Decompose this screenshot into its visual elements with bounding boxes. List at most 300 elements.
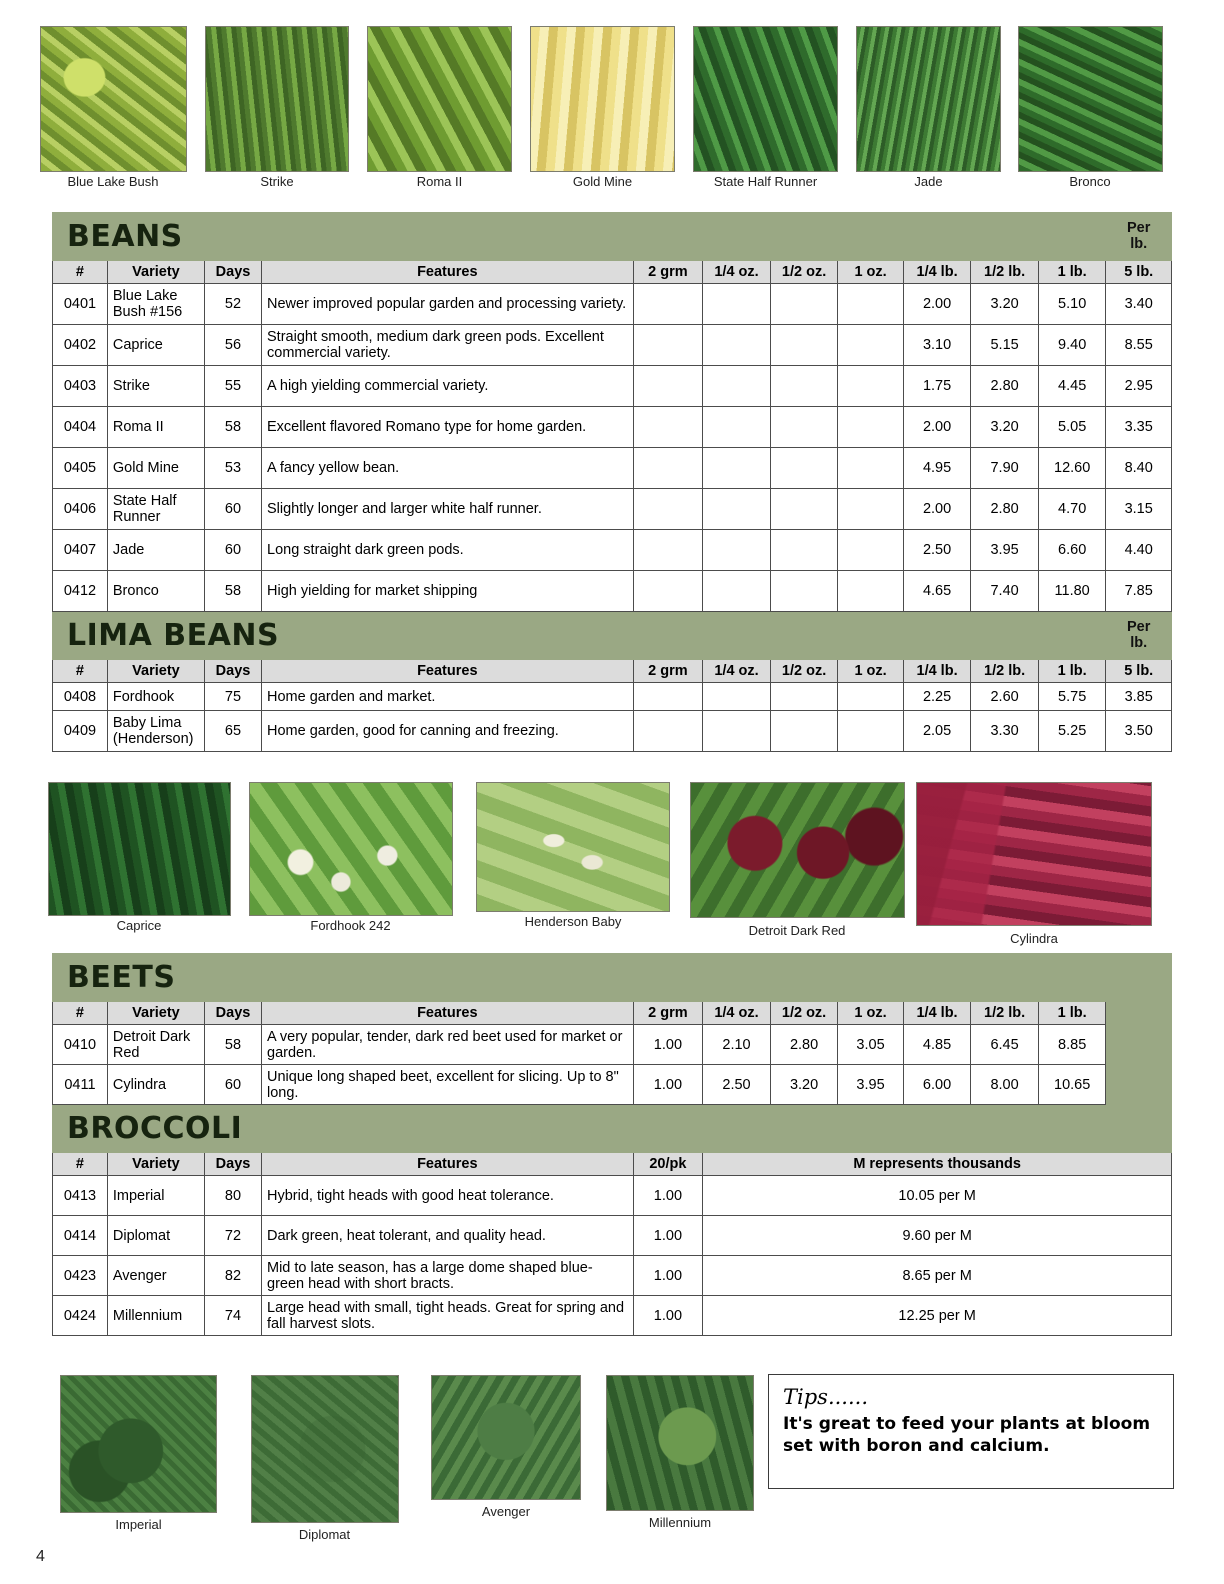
cell-features: Straight smooth, medium dark green pods. Excellent commercial variety.: [262, 325, 634, 366]
cell-quarter-oz: [703, 284, 771, 325]
cell-features: Hybrid, tight heads with good heat tolerance.: [262, 1176, 634, 1216]
photo-strike: [205, 26, 349, 172]
lima-title: LIMA BEANS: [67, 618, 280, 653]
photo-caption: Fordhook 242: [310, 918, 391, 933]
col-variety: Variety: [107, 1153, 204, 1176]
broccoli-banner-spacer: [1106, 1105, 1172, 1153]
photo-caption: Avenger: [481, 1504, 531, 1519]
photo-fordhook-242: [249, 782, 453, 916]
photo-avenger: [431, 1375, 581, 1500]
cell-features: Large head with small, tight heads. Great for spring and fall harvest slots.: [262, 1296, 634, 1336]
cell-five-lb: 3.15: [1106, 489, 1172, 530]
cell-one-oz: [838, 571, 903, 612]
table-row: [53, 1296, 1172, 1336]
photo-caprice: [48, 782, 231, 916]
cell-days: 60: [205, 530, 262, 571]
col-quarter-oz: 1/4 oz.: [703, 1002, 771, 1025]
col-2grm: 2 grm: [633, 261, 703, 284]
cell-days: 65: [205, 711, 262, 752]
cell-features: Home garden, good for canning and freezing.: [262, 711, 634, 752]
cell-per-m: 8.65 per M: [703, 1256, 1172, 1296]
photo-item: [911, 782, 1157, 946]
cell-2grm: [633, 711, 703, 752]
cell-days: 58: [205, 407, 262, 448]
cell-2grm: [633, 407, 703, 448]
photo-caption: Millennium: [648, 1515, 712, 1530]
cell-days: 52: [205, 284, 262, 325]
cell-features: A very popular, tender, dark red beet used for market or garden.: [262, 1025, 634, 1065]
cell-number: 0413: [53, 1176, 108, 1216]
cell-one-lb: 8.85: [1038, 1025, 1106, 1065]
cell-days: 75: [205, 683, 262, 711]
cell-number: 0406: [53, 489, 108, 530]
cell-five-lb: 4.40: [1106, 530, 1172, 571]
col-features: Features: [262, 1002, 634, 1025]
photo-item: [238, 782, 463, 933]
cell-2grm: [633, 448, 703, 489]
cell-variety: Cylindra: [107, 1065, 204, 1105]
cell-half-oz: [770, 530, 838, 571]
lima-banner-row: [53, 612, 1172, 660]
table-row: [53, 325, 1172, 366]
cell-one-oz: 3.05: [838, 1025, 903, 1065]
table-row: [53, 1176, 1172, 1216]
row-spacer: [1106, 1025, 1172, 1065]
photo-caption: Imperial: [115, 1517, 162, 1532]
per-label: Per: [1127, 220, 1151, 237]
cell-2grm: [633, 571, 703, 612]
cell-2grm: [633, 366, 703, 407]
photo-item: [521, 26, 684, 189]
cell-one-oz: [838, 407, 903, 448]
beans-header-row: [53, 261, 1172, 284]
col-half-oz: 1/2 oz.: [770, 261, 838, 284]
cell-days: 58: [205, 571, 262, 612]
cell-quarter-lb: 3.10: [903, 325, 971, 366]
cell-half-lb: 6.45: [971, 1025, 1039, 1065]
table-row: [53, 530, 1172, 571]
cell-20pk: 1.00: [633, 1176, 703, 1216]
cell-number: 0407: [53, 530, 108, 571]
col-five-lb: 5 lb.: [1106, 660, 1172, 683]
lb-label: lb.: [1130, 634, 1148, 651]
cell-20pk: 1.00: [633, 1256, 703, 1296]
tips-box: [768, 1374, 1174, 1489]
photo-caption: Roma II: [416, 174, 463, 189]
col-half-oz: 1/2 oz.: [770, 1002, 838, 1025]
cell-variety: Avenger: [107, 1256, 204, 1296]
row-spacer: [1106, 1065, 1172, 1105]
cell-quarter-oz: [703, 711, 771, 752]
table-row: [53, 448, 1172, 489]
beans-banner-row: [53, 213, 1172, 261]
cell-quarter-lb: 2.05: [903, 711, 971, 752]
photo-bronco: [1018, 26, 1163, 172]
cell-half-lb: 2.60: [971, 683, 1039, 711]
cell-features: Long straight dark green pods.: [262, 530, 634, 571]
cell-2grm: [633, 489, 703, 530]
cell-quarter-oz: [703, 448, 771, 489]
col-half-oz: 1/2 oz.: [770, 660, 838, 683]
photo-item: [417, 1375, 595, 1519]
tips-body: It's great to feed your plants at bloom set with boron and calcium.: [783, 1414, 1151, 1457]
tips-heading: Tips......: [783, 1385, 868, 1409]
photo-item: [196, 26, 358, 189]
cell-one-oz: [838, 448, 903, 489]
cell-variety: Diplomat: [107, 1216, 204, 1256]
photo-caption: Caprice: [116, 918, 162, 933]
beets-section: [32, 953, 1192, 1336]
cell-one-lb: 11.80: [1038, 571, 1106, 612]
beets-banner-row: [53, 954, 1172, 1002]
col-one-oz: 1 oz.: [838, 261, 903, 284]
lima-per-lb-label: [1106, 612, 1172, 660]
photo-diplomat: [251, 1375, 399, 1523]
lb-label: lb.: [1130, 235, 1148, 252]
table-row: [53, 1065, 1172, 1105]
cell-days: 53: [205, 448, 262, 489]
cell-one-oz: [838, 711, 903, 752]
cell-variety: Millennium: [107, 1296, 204, 1336]
beans-table: [52, 212, 1172, 752]
cell-one-oz: [838, 366, 903, 407]
cell-half-lb: 3.30: [971, 711, 1039, 752]
photo-gold-mine: [530, 26, 675, 172]
photo-roma-ii: [367, 26, 512, 172]
cell-features: Unique long shaped beet, excellent for slicing. Up to 8" long.: [262, 1065, 634, 1105]
col-quarter-lb: 1/4 lb.: [903, 261, 971, 284]
col-features: Features: [262, 660, 634, 683]
cell-number: 0423: [53, 1256, 108, 1296]
lima-header-row: [53, 660, 1172, 683]
cell-2grm: [633, 683, 703, 711]
photo-item: [683, 782, 911, 938]
photo-caption: Strike: [260, 174, 294, 189]
cell-quarter-lb: 2.00: [903, 489, 971, 530]
cell-half-oz: [770, 711, 838, 752]
cell-variety: Roma II: [107, 407, 204, 448]
cell-variety: Jade: [107, 530, 204, 571]
cell-number: 0414: [53, 1216, 108, 1256]
cell-features: Home garden and market.: [262, 683, 634, 711]
cell-half-oz: [770, 284, 838, 325]
photo-item: [684, 26, 847, 189]
cell-2grm: [633, 325, 703, 366]
cell-one-lb: 5.10: [1038, 284, 1106, 325]
cell-number: 0404: [53, 407, 108, 448]
col-2grm: 2 grm: [633, 1002, 703, 1025]
col-one-oz: 1 oz.: [838, 660, 903, 683]
beets-header-spacer: [1106, 1002, 1172, 1025]
cell-quarter-lb: 4.85: [903, 1025, 971, 1065]
cell-days: 55: [205, 366, 262, 407]
cell-half-lb: 7.40: [971, 571, 1039, 612]
cell-per-m: 10.05 per M: [703, 1176, 1172, 1216]
beets-table: [52, 953, 1172, 1336]
cell-variety: Imperial: [107, 1176, 204, 1216]
table-row: [53, 1256, 1172, 1296]
cell-days: 60: [205, 1065, 262, 1105]
col-half-lb: 1/2 lb.: [971, 261, 1039, 284]
cell-half-lb: 8.00: [971, 1065, 1039, 1105]
col-2grm: 2 grm: [633, 660, 703, 683]
cell-one-oz: [838, 683, 903, 711]
cell-variety: Strike: [107, 366, 204, 407]
cell-variety: Gold Mine: [107, 448, 204, 489]
table-row: [53, 571, 1172, 612]
col-variety: Variety: [107, 660, 204, 683]
beans-title: BEANS: [67, 219, 183, 254]
cell-variety: Fordhook: [107, 683, 204, 711]
cell-half-oz: 3.20: [770, 1065, 838, 1105]
col-quarter-lb: 1/4 lb.: [903, 660, 971, 683]
table-row: [53, 683, 1172, 711]
cell-five-lb: 7.85: [1106, 571, 1172, 612]
photo-state-half-runner: [693, 26, 838, 172]
cell-days: 58: [205, 1025, 262, 1065]
cell-half-lb: 3.20: [971, 284, 1039, 325]
photo-henderson-baby: [476, 782, 670, 912]
cell-features: Dark green, heat tolerant, and quality head.: [262, 1216, 634, 1256]
cell-features: A fancy yellow bean.: [262, 448, 634, 489]
cell-days: 80: [205, 1176, 262, 1216]
beans-banner: [53, 213, 1106, 261]
cell-days: 56: [205, 325, 262, 366]
cell-days: 72: [205, 1216, 262, 1256]
cell-variety: Baby Lima (Henderson): [107, 711, 204, 752]
beets-banner-spacer: [1106, 954, 1172, 1002]
col-one-oz: 1 oz.: [838, 1002, 903, 1025]
broccoli-banner-row: [53, 1105, 1172, 1153]
col-one-lb: 1 lb.: [1038, 261, 1106, 284]
cell-variety: Detroit Dark Red: [107, 1025, 204, 1065]
cell-one-lb: 10.65: [1038, 1065, 1106, 1105]
col-five-lb: 5 lb.: [1106, 261, 1172, 284]
cell-features: Slightly longer and larger white half runner.: [262, 489, 634, 530]
col-m-represents-thousands: M represents thousands: [703, 1153, 1172, 1176]
cell-features: Mid to late season, has a large dome shaped blue-green head with short bracts.: [262, 1256, 634, 1296]
photo-item: [30, 26, 196, 189]
cell-one-lb: 5.05: [1038, 407, 1106, 448]
cell-five-lb: 8.55: [1106, 325, 1172, 366]
col-quarter-lb: 1/4 lb.: [903, 1002, 971, 1025]
cell-quarter-lb: 6.00: [903, 1065, 971, 1105]
photo-item: [463, 782, 683, 929]
cell-features: A high yielding commercial variety.: [262, 366, 634, 407]
photo-item: [232, 1375, 417, 1542]
cell-quarter-lb: 4.95: [903, 448, 971, 489]
cell-quarter-lb: 1.75: [903, 366, 971, 407]
cell-quarter-oz: [703, 571, 771, 612]
cell-one-lb: 6.60: [1038, 530, 1106, 571]
cell-number: 0410: [53, 1025, 108, 1065]
photo-caption: State Half Runner: [713, 174, 818, 189]
photo-caption: Henderson Baby: [524, 914, 622, 929]
cell-days: 60: [205, 489, 262, 530]
cell-five-lb: 3.35: [1106, 407, 1172, 448]
photo-caption: Bronco: [1069, 174, 1111, 189]
cell-per-m: 9.60 per M: [703, 1216, 1172, 1256]
cell-quarter-lb: 2.00: [903, 407, 971, 448]
cell-features: Newer improved popular garden and processing variety.: [262, 284, 634, 325]
photo-item: [1010, 26, 1170, 189]
cell-half-oz: [770, 448, 838, 489]
photo-caption: Diplomat: [298, 1527, 351, 1542]
col-days: Days: [205, 1002, 262, 1025]
photo-item: [595, 1375, 765, 1530]
cell-days: 74: [205, 1296, 262, 1336]
cell-2grm: [633, 530, 703, 571]
cell-2grm: 1.00: [633, 1025, 703, 1065]
lima-beet-photo-strip: [40, 782, 1190, 946]
cell-number: 0424: [53, 1296, 108, 1336]
broccoli-header-row: [53, 1153, 1172, 1176]
photo-caption: Cylindra: [1010, 931, 1058, 946]
cell-quarter-lb: 2.00: [903, 284, 971, 325]
col-features: Features: [262, 261, 634, 284]
col-variety: Variety: [107, 261, 204, 284]
photo-caption: Blue Lake Bush: [67, 174, 159, 189]
cell-number: 0408: [53, 683, 108, 711]
photo-detroit-dark-red: [690, 782, 905, 918]
col-half-lb: 1/2 lb.: [971, 660, 1039, 683]
broccoli-title: BROCCOLI: [67, 1111, 243, 1146]
col-one-lb: 1 lb.: [1038, 660, 1106, 683]
cell-half-lb: 7.90: [971, 448, 1039, 489]
cell-features: Excellent flavored Romano type for home garden.: [262, 407, 634, 448]
beets-header-row: [53, 1002, 1172, 1025]
col-quarter-oz: 1/4 oz.: [703, 261, 771, 284]
cell-half-oz: [770, 325, 838, 366]
beans-section: [32, 212, 1192, 752]
cell-20pk: 1.00: [633, 1296, 703, 1336]
per-label: Per: [1127, 619, 1151, 636]
beets-banner: [53, 954, 1106, 1002]
col-20pk: 20/pk: [633, 1153, 703, 1176]
page-number: 4: [36, 1548, 45, 1565]
cell-quarter-oz: [703, 489, 771, 530]
table-row: [53, 407, 1172, 448]
cell-half-lb: 2.80: [971, 489, 1039, 530]
table-row: [53, 1025, 1172, 1065]
cell-five-lb: 3.40: [1106, 284, 1172, 325]
cell-number: 0401: [53, 284, 108, 325]
table-row: [53, 1216, 1172, 1256]
photo-jade: [856, 26, 1001, 172]
cell-quarter-oz: [703, 530, 771, 571]
cell-one-oz: [838, 284, 903, 325]
beans-per-lb-label: [1106, 213, 1172, 261]
photo-blue-lake-bush: [40, 26, 187, 172]
cell-features: High yielding for market shipping: [262, 571, 634, 612]
cell-quarter-oz: 2.50: [703, 1065, 771, 1105]
col-number: #: [53, 660, 108, 683]
cell-half-oz: [770, 366, 838, 407]
cell-number: 0412: [53, 571, 108, 612]
cell-one-oz: [838, 530, 903, 571]
cell-five-lb: 3.50: [1106, 711, 1172, 752]
cell-one-lb: 5.75: [1038, 683, 1106, 711]
col-days: Days: [205, 660, 262, 683]
photo-caption: Gold Mine: [572, 174, 633, 189]
cell-five-lb: 8.40: [1106, 448, 1172, 489]
cell-number: 0411: [53, 1065, 108, 1105]
beets-title: BEETS: [67, 960, 176, 995]
cell-variety: State Half Runner: [107, 489, 204, 530]
table-row: [53, 711, 1172, 752]
cell-one-oz: 3.95: [838, 1065, 903, 1105]
cell-one-oz: [838, 325, 903, 366]
cell-half-oz: [770, 489, 838, 530]
cell-half-lb: 5.15: [971, 325, 1039, 366]
cell-quarter-oz: [703, 366, 771, 407]
broccoli-banner: [53, 1105, 1106, 1153]
cell-half-oz: [770, 571, 838, 612]
photo-caption: Detroit Dark Red: [748, 923, 846, 938]
cell-number: 0409: [53, 711, 108, 752]
col-number: #: [53, 1153, 108, 1176]
cell-quarter-oz: [703, 325, 771, 366]
cell-half-lb: 3.20: [971, 407, 1039, 448]
cell-one-lb: 9.40: [1038, 325, 1106, 366]
cell-one-oz: [838, 489, 903, 530]
col-number: #: [53, 261, 108, 284]
cell-quarter-oz: [703, 407, 771, 448]
photo-caption: Jade: [914, 174, 943, 189]
photo-item: [847, 26, 1010, 189]
photo-item: [40, 782, 238, 933]
photo-item: [45, 1375, 232, 1532]
broccoli-photo-strip: [45, 1375, 765, 1542]
cell-quarter-oz: [703, 683, 771, 711]
cell-variety: Bronco: [107, 571, 204, 612]
col-quarter-oz: 1/4 oz.: [703, 660, 771, 683]
cell-half-oz: [770, 407, 838, 448]
cell-five-lb: 3.85: [1106, 683, 1172, 711]
cell-number: 0403: [53, 366, 108, 407]
cell-one-lb: 12.60: [1038, 448, 1106, 489]
cell-number: 0405: [53, 448, 108, 489]
cell-one-lb: 4.70: [1038, 489, 1106, 530]
cell-half-lb: 3.95: [971, 530, 1039, 571]
table-row: [53, 284, 1172, 325]
cell-per-m: 12.25 per M: [703, 1296, 1172, 1336]
cell-days: 82: [205, 1256, 262, 1296]
photo-cylindra: [916, 782, 1152, 926]
cell-variety: Caprice: [107, 325, 204, 366]
cell-variety: Blue Lake Bush #156: [107, 284, 204, 325]
cell-half-lb: 2.80: [971, 366, 1039, 407]
cell-half-oz: [770, 683, 838, 711]
cell-one-lb: 4.45: [1038, 366, 1106, 407]
cell-five-lb: 2.95: [1106, 366, 1172, 407]
cell-number: 0402: [53, 325, 108, 366]
lima-banner: [53, 612, 1106, 660]
table-row: [53, 366, 1172, 407]
col-days: Days: [205, 261, 262, 284]
cell-half-oz: 2.80: [770, 1025, 838, 1065]
cell-quarter-lb: 2.25: [903, 683, 971, 711]
col-variety: Variety: [107, 1002, 204, 1025]
table-row: [53, 489, 1172, 530]
photo-imperial: [60, 1375, 217, 1513]
photo-millennium: [606, 1375, 754, 1511]
col-one-lb: 1 lb.: [1038, 1002, 1106, 1025]
bean-photo-strip: [30, 26, 1190, 189]
cell-quarter-lb: 2.50: [903, 530, 971, 571]
col-number: #: [53, 1002, 108, 1025]
col-days: Days: [205, 1153, 262, 1176]
